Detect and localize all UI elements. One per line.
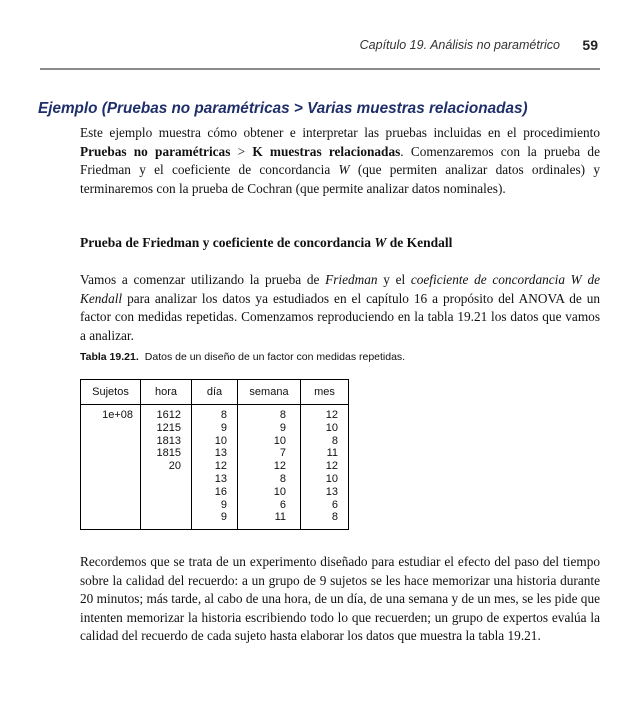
table-cell-value: 10 [325,472,338,485]
table-cell-value: 20 [168,460,181,473]
table-cell-value: 8 [331,511,338,524]
table-cell-value: 6 [279,498,286,511]
table-cell-value: 1215 [156,421,181,434]
friedman-paragraph: Vamos a comenzar utilizando la prueba de Friedman y el coeficiente de concordancia W de Kendall para analizar los datos ya estudiados en el capítulo 16 a propósito del ANOVA de un factor con medidas repetidas. Comenzamos reproduciendo en la tabla 19.21 los datos que vamos a analizar. [80,272,600,343]
table-cell-value: 11 [274,511,286,524]
table-cell-value: 16 [214,485,227,498]
header-mes: mes [301,380,349,405]
header-rule [40,68,600,70]
sujetos-cell [81,405,141,530]
hora-cell [141,405,192,530]
table-cell-value: 10 [273,485,286,498]
recall-paragraph: Recordemos que se trata de un experimento diseñado para estudiar el efecto del paso del tiempo sobre la calidad del recuerdo: a un grupo de 9 sujetos se les hace memorizar una historia durante 20 minutos; más tarde, al cabo de una hora, de un día, de una semana y de un mes, se les pide que intenten memorizar la historia escribiendo todo lo que recuerden; un grupo de expertos evalúa la calidad del recuerdo de cada sujeto hasta elaborar los datos que muestra la tabla 19.21. [80,554,600,644]
page-number: 59 [582,37,598,53]
table-cell-value: 1813 [156,434,181,447]
table-caption [80,351,600,363]
table-row [81,405,349,530]
table-cell-value: 7 [279,447,286,460]
table-cell-value: 9 [279,421,286,434]
intro-paragraph: Este ejemplo muestra cómo obtener e interpretar las pruebas incluidas en el procedimiento Pruebas no paramétricas > K muestras relacionadas. Comenzaremos con la prueba de Friedman y el coeficiente de concordancia W (que permiten analizar datos ordinales) y terminaremos con la prueba de Cochran (que permite analizar datos nominales). [80,125,600,196]
subheading: Prueba de Friedman y coeficiente de concordancia W de Kendall [80,235,453,250]
header-hora: hora [141,380,192,405]
table-cell-value: 10 [214,434,227,447]
running-head: Capítulo 19. Análisis no paramétrico [359,38,560,52]
header-semana: semana [238,380,301,405]
mes-cell [301,405,349,530]
table-caption-label: Tabla 19.21. [80,351,139,363]
semana-cell [238,405,301,530]
table-header-row [81,380,349,405]
table-cell-value: 8 [279,472,286,485]
table-cell-value: 8 [331,434,338,447]
table-cell-value: 6 [331,498,338,511]
table-cell-value: 9 [220,498,227,511]
table-cell-value: 13 [214,447,227,460]
table-caption-text: Datos de un diseño de un factor con medidas repetidas. [144,351,406,363]
table-cell-value: 12 [273,460,286,473]
header-dia: día [192,380,238,405]
data-table [80,379,349,530]
table-cell-value: 11 [326,447,338,460]
table-cell-value: 1612 [156,409,181,421]
dia-cell [192,405,238,530]
table-cell-value: 12 [325,409,338,421]
table-cell-value: 10 [273,434,286,447]
table-cell-value: 9 [220,421,227,434]
header-sujetos: Sujetos [81,380,141,405]
table-cell-value: 9 [220,511,227,524]
table-cell-value: 13 [325,485,338,498]
table-cell-value: 8 [220,409,227,421]
table-cell-value: 8 [279,409,286,421]
table-cell-value: 1815 [156,447,181,460]
table-cell-value: 10 [325,421,338,434]
section-title: Ejemplo (Pruebas no paramétricas > Varias muestras relacionadas) [38,100,528,117]
table-cell-value: 12 [214,460,227,473]
table-cell-value: 1e+08 [102,409,133,421]
table-cell-value: 12 [325,460,338,473]
table-cell-value: 13 [214,472,227,485]
